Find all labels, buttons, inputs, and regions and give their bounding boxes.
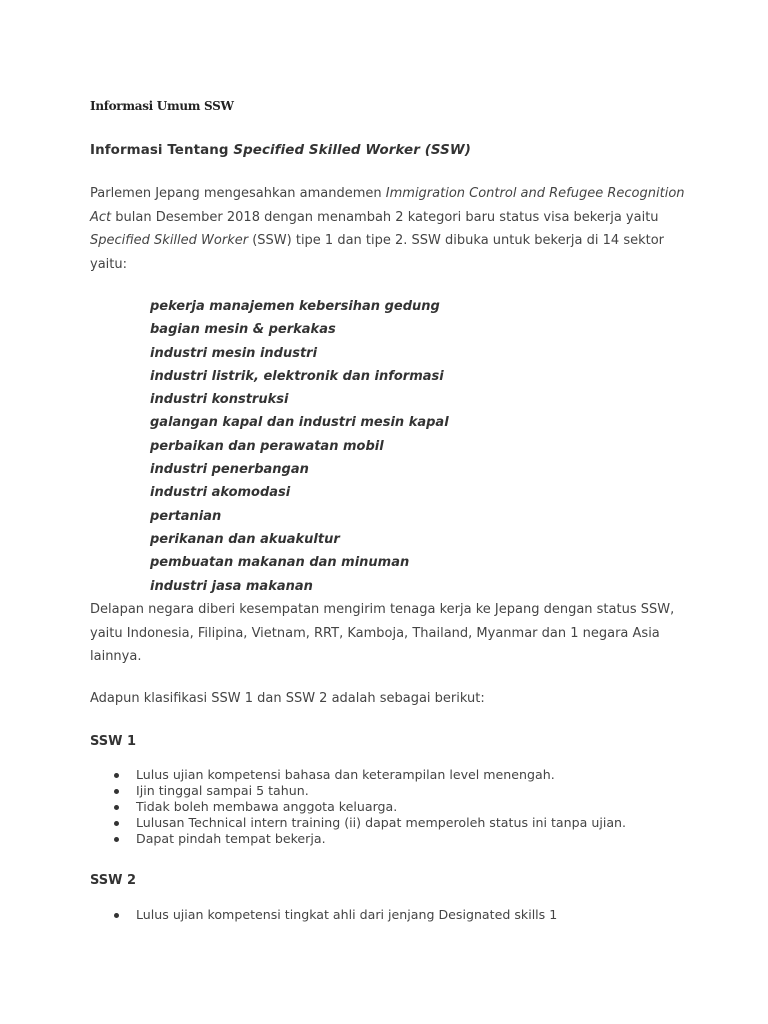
ssw1-heading: SSW 1 xyxy=(90,734,137,749)
ssw2-list xyxy=(112,907,557,923)
list-item-text: Lulusan Technical intern training (ii) dapat memperoleh status ini tanpa ujian. xyxy=(136,815,627,830)
sector-item: industri penerbangan xyxy=(150,462,309,478)
list-item xyxy=(112,799,626,815)
list-item-text: Tidak boleh membawa anggota keluarga. xyxy=(136,799,398,814)
intro-paragraph xyxy=(90,182,690,276)
list-item xyxy=(112,907,557,923)
bullet-icon xyxy=(114,821,119,826)
section-heading xyxy=(90,143,471,158)
sector-item: perikanan dan akuakultur xyxy=(150,531,340,547)
list-item xyxy=(112,831,626,847)
intro-italic-1: Immigration Control and Refugee Recognition Act xyxy=(90,186,685,225)
list-item-text: Lulus ujian kompetensi tingkat ahli dari jenjang Designated skills 1 xyxy=(136,907,558,922)
list-item xyxy=(112,815,626,831)
sector-item: bagian mesin & perkakas xyxy=(150,322,336,338)
document-title: Informasi Umum SSW xyxy=(90,99,234,113)
countries-paragraph: Delapan negara diberi kesempatan mengirim tenaga kerja ke Jepang dengan status SSW, yaitu Indonesia, Filipina, Vietnam, RRT, Kamboja, Thailand, Myanmar dan 1 negara Asia lainnya. xyxy=(90,602,675,664)
intro-italic-2: Specified Skilled Worker xyxy=(90,233,249,248)
bullet-icon xyxy=(114,805,119,810)
list-item xyxy=(112,783,626,799)
ssw1-list xyxy=(112,767,626,847)
sector-item: pekerja manajemen kebersihan gedung xyxy=(150,299,440,314)
sector-item: perbaikan dan perawatan mobil xyxy=(150,438,384,454)
sector-item: pembuatan makanan dan minuman xyxy=(150,555,410,571)
intro-text-2: bulan Desember 2018 dengan menambah 2 kategori baru status visa bekerja yaitu xyxy=(111,209,659,225)
intro-text-1: Parlemen Jepang mengesahkan amandemen xyxy=(90,186,386,201)
bullet-icon xyxy=(114,773,119,778)
list-item-text: Dapat pindah tempat bekerja. xyxy=(136,831,326,846)
sector-item: pertanian xyxy=(150,508,222,524)
list-item xyxy=(112,767,626,783)
sector-item: industri jasa makanan xyxy=(150,578,313,594)
sector-item: industri mesin industri xyxy=(150,345,318,361)
sector-item: industri akomodasi xyxy=(150,485,291,501)
list-item-text: Ijin tinggal sampai 5 tahun. xyxy=(136,783,309,798)
intro-text-3: (SSW) tipe 1 dan tipe 2. SSW dibuka untuk bekerja di 14 sektor yaitu: xyxy=(90,233,665,272)
sector-item: galangan kapal dan industri mesin kapal xyxy=(150,415,449,431)
heading-prefix: Informasi Tentang xyxy=(90,143,234,158)
sector-item: industri listrik, elektronik dan informasi xyxy=(150,368,444,384)
bullet-icon xyxy=(114,837,119,842)
sector-item: industri konstruksi xyxy=(150,392,289,408)
ssw2-heading: SSW 2 xyxy=(90,873,137,888)
bullet-icon xyxy=(114,913,119,918)
sector-list xyxy=(150,295,449,598)
heading-italic: Specified Skilled Worker (SSW) xyxy=(233,143,472,158)
bullet-icon xyxy=(114,789,119,794)
classification-paragraph: Adapun klasifikasi SSW 1 dan SSW 2 adalah sebagai berikut: xyxy=(90,691,485,706)
list-item-text: Lulus ujian kompetensi bahasa dan keterampilan level menengah. xyxy=(136,767,555,782)
